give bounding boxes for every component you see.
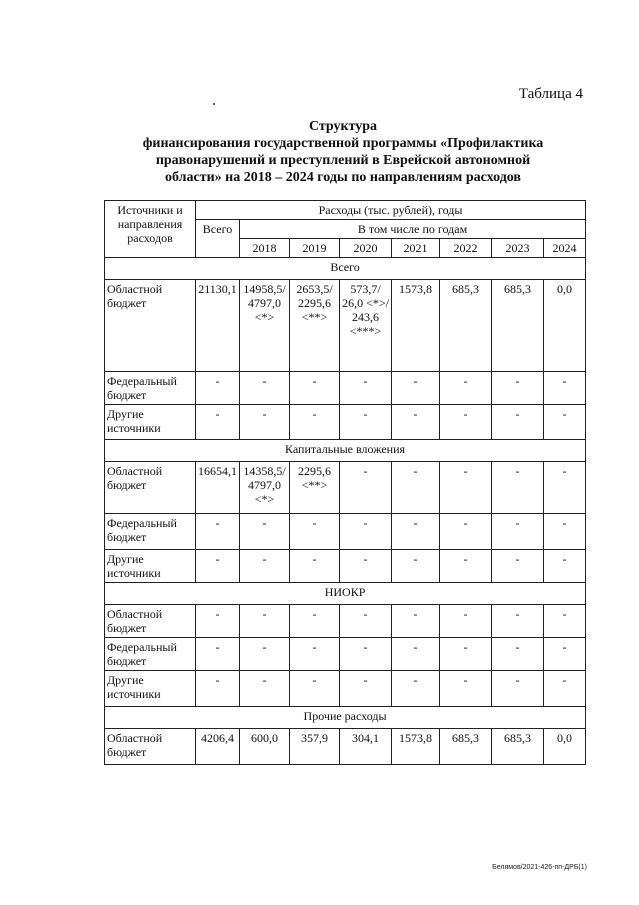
row-label: Областной бюджет [105,729,196,765]
table-cell: - [392,462,440,514]
table-cell: - [290,550,340,583]
table-cell: 685,3 [492,729,544,765]
table-cell: - [340,550,392,583]
table-cell: - [392,550,440,583]
table-cell: 2295,6 <**> [290,462,340,514]
table-cell: - [196,405,240,440]
table-cell: - [340,405,392,440]
table-cell: - [440,638,492,671]
table-cell: - [240,550,290,583]
title-line: Структура [308,119,378,134]
financing-table [104,200,586,765]
table-cell: - [290,514,340,550]
table-cell: - [544,372,586,405]
table-row [105,550,586,583]
table-row [105,405,586,440]
row-label: Другие источники [105,405,196,440]
table-cell: 21130,1 [196,280,240,372]
table-cell: - [240,405,290,440]
table-cell: - [240,671,290,707]
table-cell: - [392,671,440,707]
table-cell: - [340,514,392,550]
table-cell: - [392,638,440,671]
table-cell: 1573,8 [392,280,440,372]
table-cell: 1573,8 [392,729,440,765]
header-year: 2023 [492,239,544,258]
document-footer-code: Белямов/2021-426-пп-ДРБ(1) [492,864,587,871]
table-cell: - [392,605,440,638]
table-cell: 14958,5/ 4797,0 <*> [240,280,290,372]
header-sources: Источники и направления расходов [105,201,196,258]
table-cell: - [492,605,544,638]
table-row [105,462,586,514]
table-cell: - [544,550,586,583]
header-by-years: В том числе по годам [240,220,586,239]
table-cell: 0,0 [544,729,586,765]
table-cell: - [544,605,586,638]
table-cell: 16654,1 [196,462,240,514]
table-row [105,605,586,638]
table-cell: 685,3 [440,280,492,372]
table-cell: - [290,638,340,671]
table-cell: - [290,372,340,405]
row-label: Федеральный бюджет [105,638,196,671]
table-cell: - [196,514,240,550]
table-cell: - [440,605,492,638]
table-cell: 2653,5/ 2295,6 <**> [290,280,340,372]
table-cell: - [544,671,586,707]
row-label: Областной бюджет [105,462,196,514]
table-cell: - [440,405,492,440]
table-cell: - [440,514,492,550]
table-cell: - [290,671,340,707]
table-cell: - [544,462,586,514]
header-year: 2022 [440,239,492,258]
document-title [105,118,581,186]
table-cell: - [196,638,240,671]
table-cell: 4206,4 [196,729,240,765]
table-cell: - [492,462,544,514]
table-cell: - [440,372,492,405]
row-label: Областной бюджет [105,605,196,638]
table-cell: - [290,605,340,638]
table-cell: - [492,514,544,550]
header-total: Всего [196,220,240,258]
table-cell: 14358,5/ 4797,0 <*> [240,462,290,514]
section-header: Капитальные вложения [105,440,586,462]
table-cell: - [196,605,240,638]
table-cell: - [340,605,392,638]
row-label: Федеральный бюджет [105,372,196,405]
table-cell: - [492,372,544,405]
table-cell: 600,0 [240,729,290,765]
section-header: Прочие расходы [105,707,586,729]
row-label: Другие источники [105,671,196,707]
scan-speck [213,103,215,105]
table-cell: 685,3 [440,729,492,765]
table-cell: - [196,372,240,405]
table-row [105,729,586,765]
table-row [105,514,586,550]
table-cell: - [492,550,544,583]
header-year: 2019 [290,239,340,258]
table-cell: - [392,372,440,405]
table-cell: 357,9 [290,729,340,765]
table-cell: - [440,462,492,514]
header-year: 2021 [392,239,440,258]
table-cell: - [240,514,290,550]
section-header: НИОКР [105,583,586,605]
title-line: правонарушений и преступлений в Еврейской автономной [155,153,531,168]
table-cell: - [290,405,340,440]
table-cell: 685,3 [492,280,544,372]
title-line: области» на 2018 – 2024 годы по направлениям расходов [164,170,521,185]
table-cell: - [340,638,392,671]
table-row [105,638,586,671]
table-cell: - [340,462,392,514]
table-cell: 0,0 [544,280,586,372]
table-cell: - [196,550,240,583]
section-header: Всего [105,258,586,280]
table-cell: - [392,514,440,550]
table-cell: 573,7/ 26,0 <*>/ 243,6 <***> [340,280,392,372]
table-cell: - [544,405,586,440]
row-label: Областной бюджет [105,280,196,372]
table-cell: - [240,372,290,405]
header-expenses: Расходы (тыс. рублей), годы [196,201,586,220]
table-cell: - [440,550,492,583]
title-line: финансирования государственной программы «Профилактика [142,136,544,151]
header-year: 2018 [240,239,290,258]
table-cell: - [492,638,544,671]
table-row [105,671,586,707]
table-cell: - [240,638,290,671]
table-cell: - [340,671,392,707]
table-cell: - [544,514,586,550]
table-cell: - [340,372,392,405]
table-cell: - [492,671,544,707]
row-label: Федеральный бюджет [105,514,196,550]
table-row [105,280,586,372]
table-cell: - [392,405,440,440]
table-cell: 304,1 [340,729,392,765]
table-cell: - [240,605,290,638]
row-label: Другие источники [105,550,196,583]
table-cell: - [440,671,492,707]
table-cell: - [196,671,240,707]
header-year: 2020 [340,239,392,258]
table-cell: - [492,405,544,440]
table-cell: - [544,638,586,671]
table-row [105,372,586,405]
table-number-label: Таблица 4 [518,86,583,102]
header-year: 2024 [544,239,586,258]
